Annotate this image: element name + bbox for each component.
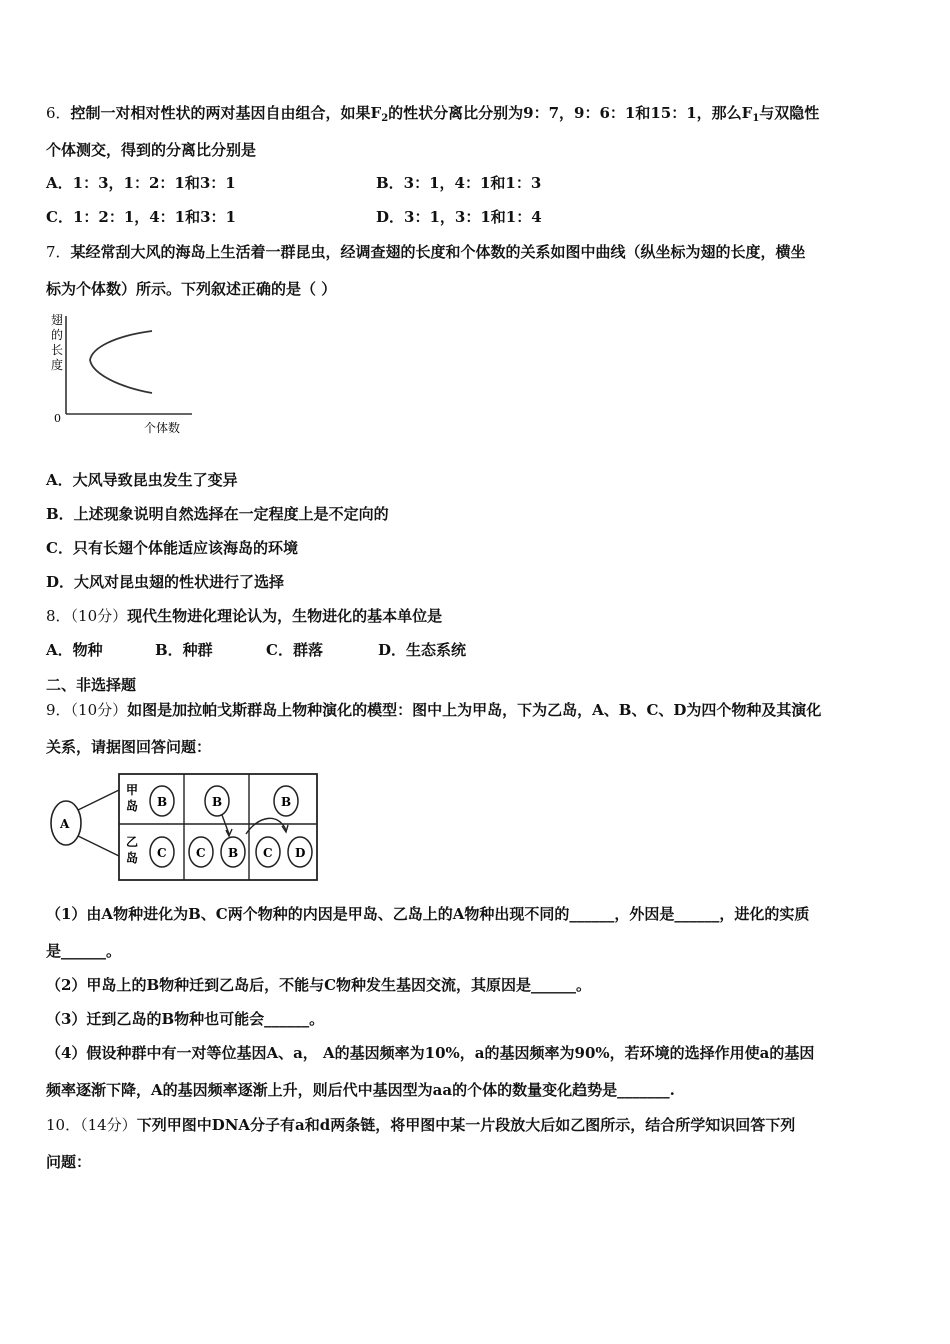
q8-number: 8． xyxy=(46,607,71,625)
q8-line xyxy=(46,606,442,626)
q10-line-2: 问题： xyxy=(46,1153,92,1171)
chart-origin: 0 xyxy=(54,412,61,425)
q7-option-b: B．上述现象说明自然选择在一定程度上是不定向的 xyxy=(46,505,389,523)
q6-sub-2: 2 xyxy=(381,113,389,124)
species-d-label: D xyxy=(295,846,306,860)
q6-line-1 xyxy=(46,103,819,123)
species-c-label-3: C xyxy=(263,846,273,860)
q9-text-1: 如图是加拉帕戈斯群岛上物种演化的模型：图中上为甲岛，下为乙岛，A、B、C、D为四个物种及其演化 xyxy=(127,701,822,719)
q9-line-1 xyxy=(46,700,821,720)
species-a-label: A xyxy=(60,817,70,831)
q9-part1-line-2: 是______。 xyxy=(46,942,122,960)
island-species-diagram xyxy=(46,768,326,886)
q8-option-b: B．种群 xyxy=(155,641,213,659)
q7-text-1: 某经常刮大风的海岛上生活着一群昆虫，经调查翅的长度和个体数的关系如图中曲线（纵坐标为翅的长度，横坐 xyxy=(70,243,806,261)
q8-option-a: A．物种 xyxy=(46,641,103,659)
branch-line-top xyxy=(78,790,119,810)
chart-xlabel: 个体数 xyxy=(144,421,181,435)
q8-text: 现代生物进化理论认为，生物进化的基本单位是 xyxy=(127,607,443,625)
section-heading: 二、非选择题 xyxy=(46,676,137,694)
q9-line-2: 关系，请据图回答问题： xyxy=(46,738,212,756)
species-c-label-2: C xyxy=(196,846,206,860)
q9-part1-line-1: （1）由A物种进化为B、C两个物种的内因是甲岛、乙岛上的A物种出现不同的______，外因是______，进化的实质 xyxy=(46,905,810,923)
q9-score: （10分） xyxy=(70,701,128,719)
q8-option-d: D．生态系统 xyxy=(378,641,467,659)
q6-option-c: C．1：2：1，4：1和3：1 xyxy=(46,208,236,226)
island-bottom-label-1: 乙 xyxy=(126,835,139,849)
island-top-label-2: 岛 xyxy=(126,799,139,813)
q6-sub-1: 1 xyxy=(752,113,760,124)
q6-text-b: 的性状分离比分别为9：7，9：6：1和15：1，那么F xyxy=(388,104,753,122)
q6-number: 6． xyxy=(46,104,71,122)
species-b-label-1: B xyxy=(157,795,168,809)
island-top-label-1: 甲 xyxy=(126,783,139,797)
q6-text-c: 与双隐性 xyxy=(759,104,820,122)
q7-option-c: C．只有长翅个体能适应该海岛的环境 xyxy=(46,539,298,557)
q10-text-1: 下列甲图中DNA分子有a和d两条链，将甲图中某一片段放大后如乙图所示，结合所学知识回答下列 xyxy=(136,1116,796,1134)
q8-option-c: C．群落 xyxy=(266,641,323,659)
q9-part4-line-2: 频率逐渐下降，A的基因频率逐渐上升，则后代中基因型为aa的个体的数量变化趋势是_______. xyxy=(46,1081,675,1099)
q10-line-1 xyxy=(46,1115,795,1135)
species-b-label-3: B xyxy=(281,795,292,809)
species-c-label-1: C xyxy=(157,846,167,860)
chart-curve xyxy=(90,331,152,393)
species-b-label-4: B xyxy=(228,846,239,860)
q6-option-b: B．3：1，4：1和1：3 xyxy=(376,174,542,192)
migration-arrow-2 xyxy=(246,818,286,834)
q9-number: 9． xyxy=(46,701,71,719)
q6-option-d: D．3：1，3：1和1：4 xyxy=(376,208,542,226)
chart-ylabel-3: 长 xyxy=(51,343,64,357)
q9-part2: （2）甲岛上的B物种迁到乙岛后，不能与C物种发生基因交流，其原因是______。 xyxy=(46,976,592,994)
q7-line-1 xyxy=(46,242,806,262)
chart-ylabel-2: 的 xyxy=(51,328,64,342)
island-bottom-label-2: 岛 xyxy=(126,851,139,865)
q7-number: 7． xyxy=(46,243,71,261)
q6-option-a: A．1：3，1：2：1和3：1 xyxy=(46,174,236,192)
q10-number: 10． xyxy=(46,1116,81,1134)
q9-part4-line-1: （4）假设种群中有一对等位基因A、a， A的基因频率为10%，a的基因频率为90%，若环境的选择作用使a的基因 xyxy=(46,1044,815,1062)
q6-line-2: 个体测交，得到的分离比分别是 xyxy=(46,141,257,159)
q10-score: （14分） xyxy=(80,1116,137,1134)
q8-score: （10分） xyxy=(70,607,128,625)
q9-part3: （3）迁到乙岛的B物种也可能会______。 xyxy=(46,1010,325,1028)
wing-length-chart xyxy=(44,308,204,440)
chart-ylabel-4: 度 xyxy=(51,358,64,372)
q7-option-d: D．大风对昆虫翅的性状进行了选择 xyxy=(46,573,285,591)
q6-text-a: 控制一对相对性状的两对基因自由组合，如果F xyxy=(70,104,382,122)
species-b-label-2: B xyxy=(212,795,223,809)
q7-option-a: A．大风导致昆虫发生了变异 xyxy=(46,471,238,489)
q7-line-2: 标为个体数）所示。下列叙述正确的是（ ） xyxy=(46,280,337,298)
chart-ylabel-1: 翅 xyxy=(51,313,64,327)
branch-line-bottom xyxy=(78,836,119,856)
